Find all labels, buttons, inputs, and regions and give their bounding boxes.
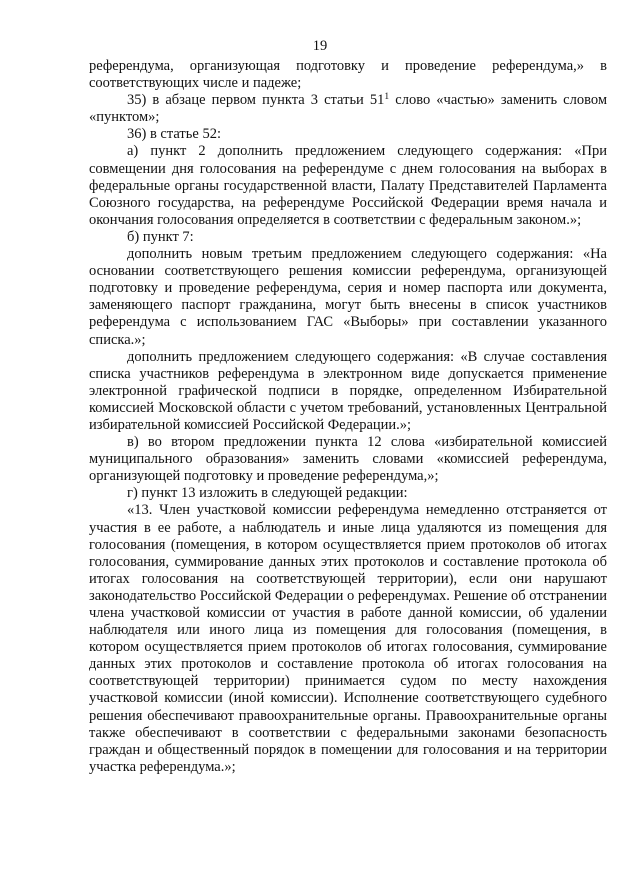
item-35-text-after: слово «частью» заменить словом «пунктом»; <box>89 92 607 126</box>
paragraph-subitem-b-second-addition: дополнить предложением следующего содержания: «В случае составления списка участников референдума в электронном виде допускается применение электронной графической подписи в порядке, определенном Избирательной комиссией Московской области с учетом требований, установленных Центральной избирательной комиссией Российской Федерации.»; <box>89 348 607 433</box>
paragraph-subitem-b: б) пункт 7: <box>127 228 194 245</box>
paragraph-item-36: 36) в статье 52: <box>127 126 221 143</box>
paragraph-clause-13: «13. Член участковой комиссии референдума немедленно отстраняется от участия в ее работе, а наблюдатель и иные лица удаляются из помещения для голосования (помещения, в котором осуществляется прием протоколов об итогах голосования, суммирование данных этих протоколов и составление протокола об итогах голосования на соответствующей территории), если они нарушают законодательство Российской Федерации о референдумах. Решение об отстранении члена участковой комиссии от участия в работе данной комиссии, об удалении наблюдателя или иного лица из помещения для голосования (помещения, в котором осуществляется прием протоколов об итогах голосования, суммирование данных этих протоколов и составление протокола об итогах голосования на соответствующей территории) принимается судом по месту нахождения участковой комиссии (иной комиссии). Исполнение соответствующего судебного решения обеспечивают правоохранительные органы. Правоохранительные органы также обеспечивают в соответствии с федеральными законами безопасность граждан и общественный порядок в помещении для голосования и на территории участка референдума.»; <box>89 502 607 775</box>
paragraph-subitem-b-first-addition: дополнить новым третьим предложением следующего содержания: «На основании соответствующего решения комиссии референдума, организующей подготовку и проведение референдума, серия и номер паспорта или документа, заменяющего паспорт гражданина, могут быть внесены в список участников референдума с использованием ГАС «Выборы» при составлении указанного списка.»; <box>89 246 607 348</box>
paragraph-subitem-v: в) во втором предложении пункта 12 слова «избирательной комиссией муниципального образования» заменить словами «комиссией референдума, организующей подготовку и проведение референдума,»; <box>89 434 607 485</box>
paragraph-item-35 <box>89 92 607 126</box>
document-body <box>89 58 607 776</box>
paragraph-continuation: референдума, организующая подготовку и проведение референдума,» в соответствующих числе и падеже; <box>89 58 607 92</box>
article-superscript: 1 <box>384 92 390 103</box>
page-number: 19 <box>312 38 328 54</box>
item-35-text-before: 35) в абзаце первом пункта 3 статьи 51 <box>127 92 385 109</box>
paragraph-subitem-a: а) пункт 2 дополнить предложением следующего содержания: «При совмещении дня голосования на референдуме с днем голосования на выборах в федеральные органы государственной власти, Палату Представителей Парламента Союзного государства, на референдуме Российской Федерации время начала и окончания голосования определяется в соответствии с федеральным законом.»; <box>89 143 607 228</box>
paragraph-subitem-g: г) пункт 13 изложить в следующей редакции: <box>127 485 408 502</box>
